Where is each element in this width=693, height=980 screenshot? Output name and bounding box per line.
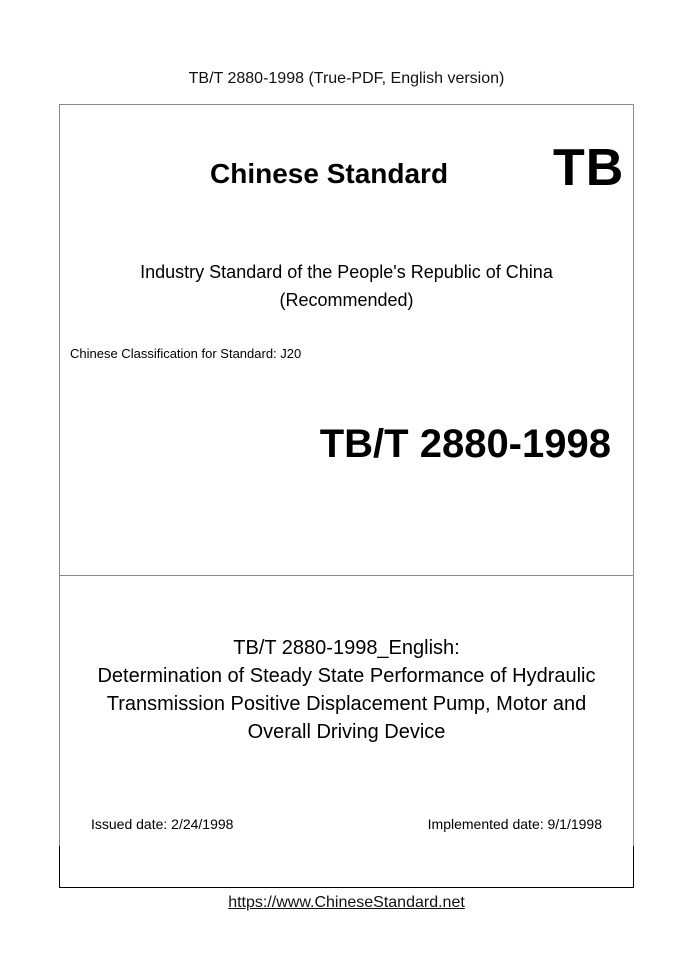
industry-standard-heading [59,258,634,314]
brand-title: Chinese Standard [210,158,449,189]
standard-number: TB/T 2880-1998 [319,422,611,466]
document-title [59,634,634,746]
cover-frame [59,104,634,888]
industry-line-2: (Recommended) [279,290,414,310]
bottom-box [59,846,634,888]
brand-code: TB [553,139,625,197]
page-header: TB/T 2880-1998 (True-PDF, English version) [188,70,505,87]
industry-line-1: Industry Standard of the People's Republic of China [140,262,553,282]
issued-date: Issued date: 2/24/1998 [91,816,234,832]
title-line-2: Determination of Steady State Performance of Hydraulic [97,665,596,687]
title-line-1: TB/T 2880-1998_English: [233,637,460,659]
section-divider [59,575,634,576]
classification-label: Chinese Classification for Standard: J20 [70,346,302,361]
implemented-date: Implemented date: 9/1/1998 [427,816,602,832]
title-line-3: Transmission Positive Displacement Pump, Motor and [106,693,587,715]
website-link[interactable]: https://www.ChineseStandard.net [228,894,465,911]
title-line-4: Overall Driving Device [247,721,446,743]
